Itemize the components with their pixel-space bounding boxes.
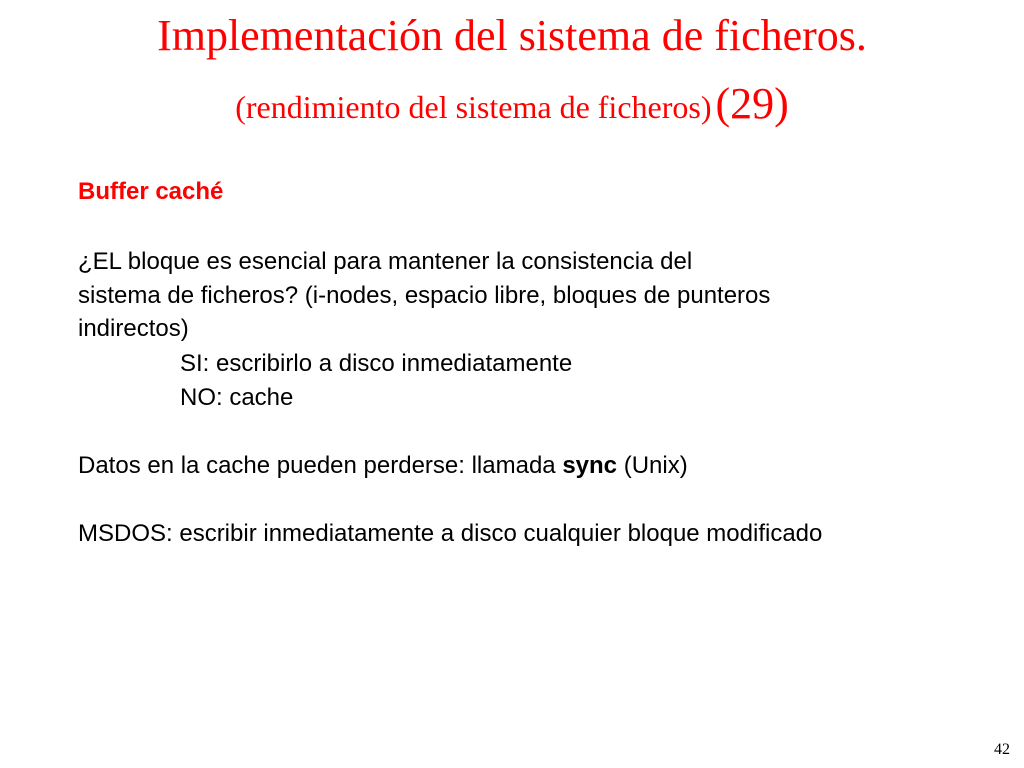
question-line-1: ¿EL bloque es esencial para mantener la consistencia del [78, 248, 693, 275]
data-loss-prefix: Datos en la cache pueden perderse: llamada [78, 452, 556, 479]
section-heading: Buffer caché [78, 178, 224, 205]
question-line-3: indirectos) [78, 315, 189, 342]
title-main: Implementación del sistema de ficheros. [157, 11, 867, 60]
answer-no: NO: cache [180, 384, 294, 411]
data-loss-line [78, 450, 688, 482]
question-line-2: sistema de ficheros? (i-nodes, espacio libre, bloques de punteros [78, 282, 771, 309]
title-subtitle-row [0, 78, 1024, 140]
msdos-line: MSDOS: escribir inmediatamente a disco cualquier bloque modificado [78, 520, 823, 547]
title-subtitle: (rendimiento del sistema de ficheros) [235, 89, 712, 125]
data-loss-suffix: (Unix) [623, 452, 688, 479]
answer-yes: SI: escribirlo a disco inmediatamente [180, 350, 573, 377]
title-slide-number: (29) [715, 79, 789, 128]
page-number: 42 [994, 741, 1010, 758]
sync-keyword: sync [562, 452, 618, 479]
